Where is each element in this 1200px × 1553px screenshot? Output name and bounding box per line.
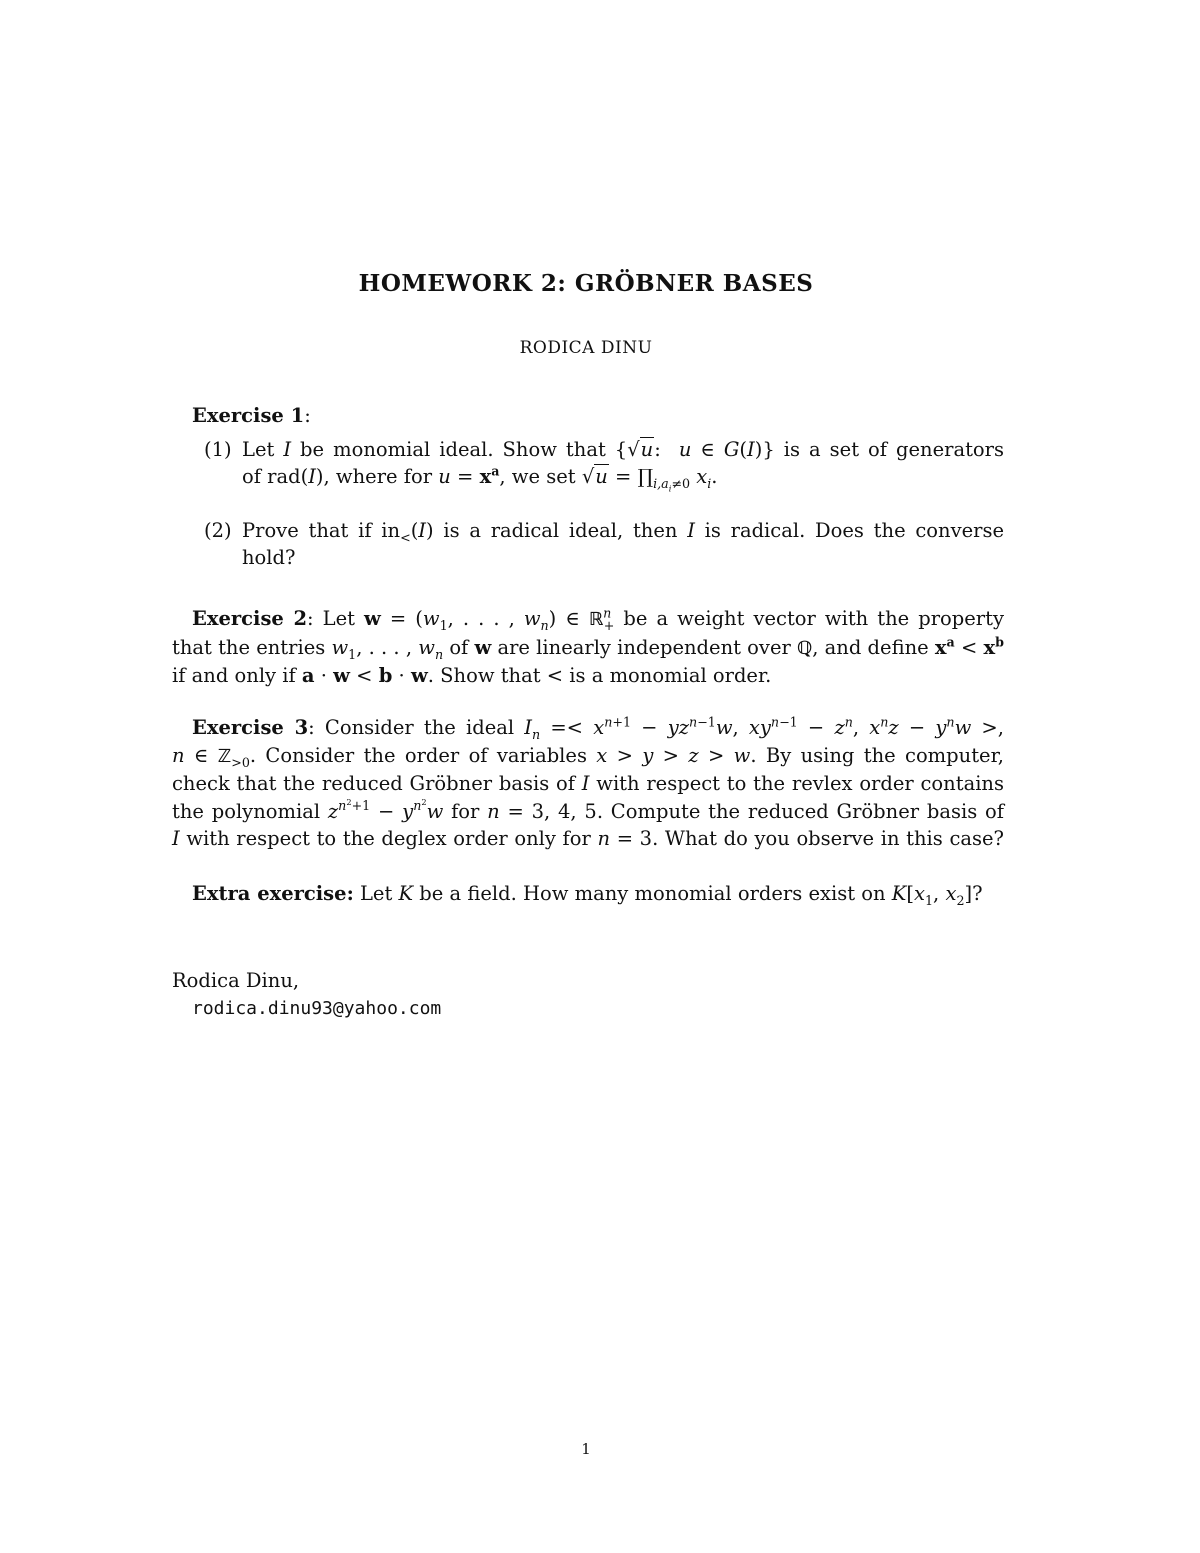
exercise-3: Exercise 3: Consider the ideal $I_n =< x^{n+1} - yz^{n-1}w$, $xy^{n-1} - z^n$, $x^nz - y^nw$ >, n ∈ ℤ$_{>0}$. Consider the order of variables x > y > z > w. By using the computer, check that the reduced Gröbner basis of I with respect to the revlex order contains the polynomial $z^{n^2+1} - y^{n^2}w$ for n = 3, 4, 5. Compute the reduced Gröbner basis of I with respect to the deglex order only for n = 3. What do you observe in this case? xyxy=(172,714,1004,850)
exercise-2-heading: Exercise 2 xyxy=(192,607,308,630)
item-label: (2) xyxy=(204,518,232,542)
author-name: RODICA DINU xyxy=(519,338,653,358)
item-label: (1) xyxy=(204,437,232,461)
signature-email: rodica.dinu93@yahoo.com xyxy=(192,997,442,1019)
exercise-1-part-1: (1) Let I be monomial ideal. Show that {√u: u ∈ G(I)} is a set of generators of rad(I), where for $u = x^a$, we set $√u = \prod_{i,a_i\ne 0}$ $x_i$. xyxy=(204,437,1004,494)
exercise-2: Exercise 2: Let $w = (w_1$, . . . , $w_n$) ∈ ℝ$^n_+$ be a weight vector with the property that the entries $w_1$, . . . , $w_n$ of w are linearly independent over ℚ, and define $x^a < x^b$ if and only if a · w < b · w. Show that < is a monomial order. xyxy=(172,605,1004,687)
signature-name: Rodica Dinu, xyxy=(172,969,300,992)
page-title: HOMEWORK 2: GRÖBNER BASES xyxy=(358,270,814,297)
exercise-1 xyxy=(172,402,1004,572)
page-number: 1 xyxy=(581,1440,591,1458)
extra-exercise-heading: Extra exercise: xyxy=(192,882,354,905)
exercise-1-part-2: (2) Prove that if $in_<(I)$ is a radical ideal, then I is radical. Does the converse hold? xyxy=(204,518,1004,569)
exercise-3-heading: Exercise 3 xyxy=(192,716,309,739)
extra-exercise: Extra exercise: Let K be a field. How many monomial orders exist on $K[x_1$, $x_2$]? xyxy=(192,882,983,908)
exercise-1-heading: Exercise 1: xyxy=(192,404,311,427)
signature xyxy=(172,967,1004,1022)
